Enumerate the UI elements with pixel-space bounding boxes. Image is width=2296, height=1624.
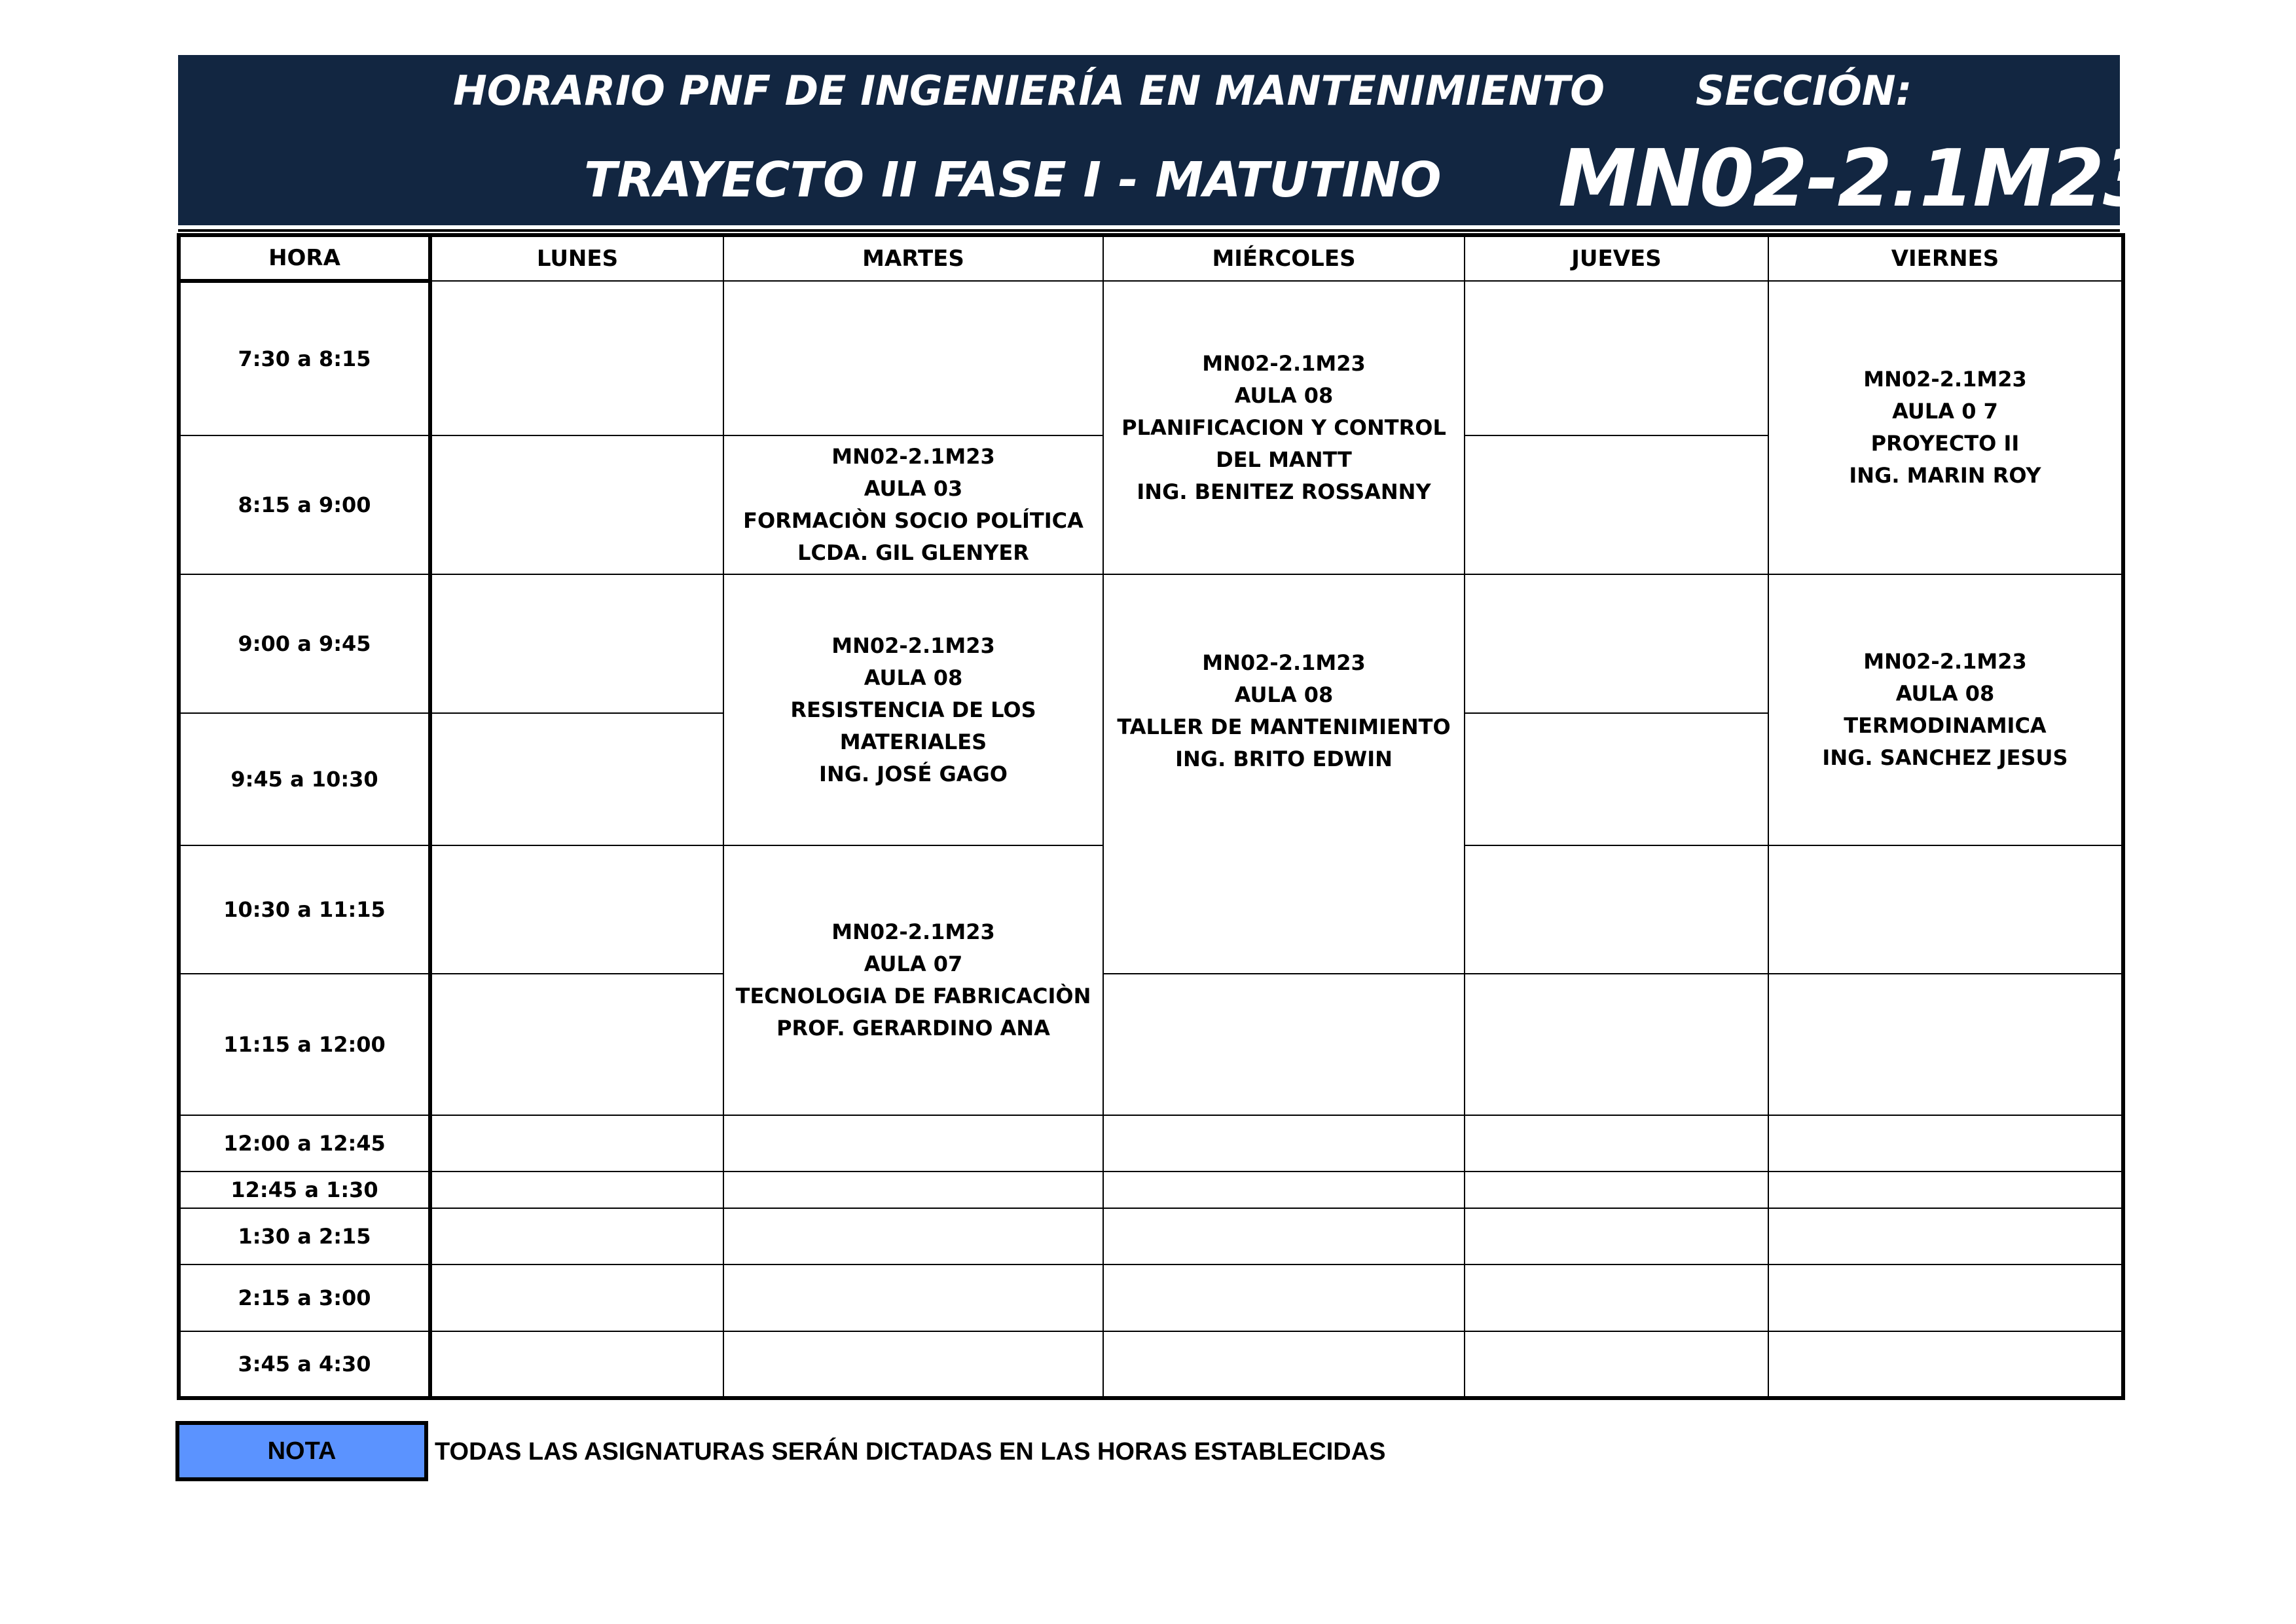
- empty-cell: [723, 1331, 1103, 1398]
- empty-cell: [430, 281, 723, 435]
- empty-cell: [430, 713, 723, 845]
- time-slot: 1:30 a 2:15: [179, 1208, 430, 1264]
- class-teacher: ING. BRITO EDWIN: [1175, 747, 1393, 771]
- empty-cell: [723, 281, 1103, 435]
- section-code: MN02-2.1M23: [1558, 134, 2157, 225]
- time-row: [179, 281, 2123, 435]
- class-section: MN02-2.1M23: [831, 444, 995, 469]
- class-block: [1103, 574, 1465, 974]
- empty-cell: [430, 974, 723, 1115]
- column-header-miercoles: MIÉRCOLES: [1103, 235, 1465, 281]
- schedule-table: [177, 233, 2125, 1400]
- class-section: MN02-2.1M23: [1202, 650, 1366, 675]
- empty-cell: [1768, 1264, 2123, 1331]
- class-teacher: ING. BENITEZ ROSSANNY: [1137, 479, 1431, 504]
- empty-cell: [1465, 1172, 1768, 1208]
- column-header-jueves: JUEVES: [1465, 235, 1768, 281]
- class-section: MN02-2.1M23: [831, 633, 995, 658]
- time-row: [179, 1115, 2123, 1172]
- note-text: TODAS LAS ASIGNATURAS SERÁN DICTADAS EN LAS HORAS ESTABLECIDAS: [435, 1438, 1386, 1466]
- class-block: [723, 435, 1103, 574]
- class-subject: RESISTENCIA DE LOS MATERIALES: [790, 697, 1036, 754]
- class-room: AULA 08: [1234, 382, 1334, 408]
- class-room: AULA 03: [864, 476, 963, 501]
- empty-cell: [1768, 1331, 2123, 1398]
- class-section: MN02-2.1M23: [1863, 649, 2027, 674]
- empty-cell: [430, 845, 723, 974]
- empty-cell: [1465, 281, 1768, 435]
- empty-cell: [1103, 1172, 1465, 1208]
- empty-cell: [723, 1208, 1103, 1264]
- empty-cell: [723, 1115, 1103, 1172]
- class-subject: FORMACIÒN SOCIO POLÍTICA: [743, 508, 1084, 533]
- empty-cell: [1103, 1208, 1465, 1264]
- empty-cell: [1103, 1331, 1465, 1398]
- class-teacher: LCDA. GIL GLENYER: [797, 540, 1029, 565]
- time-slot: 12:00 a 12:45: [179, 1115, 430, 1172]
- class-subject: TALLER DE MANTENIMIENTO: [1117, 714, 1451, 739]
- class-subject: TECNOLOGIA DE FABRICACIÒN: [735, 984, 1091, 1008]
- title-line-1: HORARIO PNF DE INGENIERÍA EN MANTENIMIENTO: [453, 67, 1605, 115]
- schedule-header: [178, 55, 2157, 225]
- empty-cell: [1768, 1115, 2123, 1172]
- day-header-row: [179, 235, 2123, 281]
- empty-cell: [430, 1208, 723, 1264]
- class-room: AULA 08: [864, 665, 963, 690]
- empty-cell: [1103, 974, 1465, 1115]
- empty-cell: [430, 435, 723, 574]
- column-header-lunes: LUNES: [430, 235, 723, 281]
- empty-cell: [1465, 1264, 1768, 1331]
- empty-cell: [1465, 574, 1768, 713]
- time-slot: 11:15 a 12:00: [179, 974, 430, 1115]
- empty-cell: [1465, 435, 1768, 574]
- class-room: AULA 0 7: [1892, 399, 1998, 424]
- title-line-2: TRAYECTO II FASE I - MATUTINO: [584, 152, 1442, 208]
- class-teacher: ING. JOSÉ GAGO: [819, 761, 1008, 786]
- class-block: [723, 574, 1103, 845]
- class-subject: TERMODINAMICA: [1844, 713, 2047, 738]
- empty-cell: [1768, 1208, 2123, 1264]
- time-row: [179, 1331, 2123, 1398]
- empty-cell: [430, 574, 723, 713]
- time-slot: 9:00 a 9:45: [179, 574, 430, 713]
- column-header-hora: HORA: [179, 235, 430, 281]
- class-subject: PROYECTO II: [1870, 431, 2020, 456]
- section-label: SECCIÓN:: [1696, 67, 1912, 115]
- empty-cell: [723, 1172, 1103, 1208]
- empty-cell: [1465, 1115, 1768, 1172]
- time-slot: 12:45 a 1:30: [179, 1172, 430, 1208]
- empty-cell: [1465, 713, 1768, 845]
- empty-cell: [1103, 1264, 1465, 1331]
- class-section: MN02-2.1M23: [1863, 367, 2027, 392]
- time-slot: 7:30 a 8:15: [179, 281, 430, 435]
- time-slot: 3:45 a 4:30: [179, 1331, 430, 1398]
- empty-cell: [1465, 1331, 1768, 1398]
- class-room: AULA 07: [864, 951, 963, 976]
- time-slot: 10:30 a 11:15: [179, 845, 430, 974]
- class-block: [723, 845, 1103, 1115]
- empty-cell: [430, 1264, 723, 1331]
- empty-cell: [1465, 845, 1768, 974]
- time-slot: 2:15 a 3:00: [179, 1264, 430, 1331]
- column-header-martes: MARTES: [723, 235, 1103, 281]
- time-slot: 8:15 a 9:00: [179, 435, 430, 574]
- time-slot: 9:45 a 10:30: [179, 713, 430, 845]
- class-room: AULA 08: [1895, 681, 1995, 706]
- empty-cell: [1768, 1172, 2123, 1208]
- class-block: [1768, 574, 2123, 845]
- class-teacher: PROF. GERARDINO ANA: [776, 1016, 1050, 1041]
- class-section: MN02-2.1M23: [831, 919, 995, 944]
- class-room: AULA 08: [1234, 682, 1334, 707]
- class-teacher: ING. MARIN ROY: [1849, 463, 2041, 488]
- class-section: MN02-2.1M23: [1202, 350, 1366, 376]
- class-subject: PLANIFICACION Y CONTROL DEL MANTT: [1121, 415, 1446, 472]
- empty-cell: [1465, 1208, 1768, 1264]
- empty-cell: [430, 1115, 723, 1172]
- empty-cell: [430, 1172, 723, 1208]
- note-label: NOTA: [175, 1421, 428, 1481]
- column-header-viernes: VIERNES: [1768, 235, 2123, 281]
- empty-cell: [430, 1331, 723, 1398]
- time-row: [179, 974, 2123, 1115]
- class-block: [1768, 281, 2123, 574]
- empty-cell: [1465, 974, 1768, 1115]
- time-row: [179, 1208, 2123, 1264]
- time-row: [179, 1172, 2123, 1208]
- empty-cell: [723, 1264, 1103, 1331]
- class-block: [1103, 281, 1465, 574]
- empty-cell: [1768, 845, 2123, 974]
- class-teacher: ING. SANCHEZ JESUS: [1822, 745, 2068, 770]
- empty-cell: [1768, 974, 2123, 1115]
- time-row: [179, 574, 2123, 713]
- time-row: [179, 1264, 2123, 1331]
- empty-cell: [1103, 1115, 1465, 1172]
